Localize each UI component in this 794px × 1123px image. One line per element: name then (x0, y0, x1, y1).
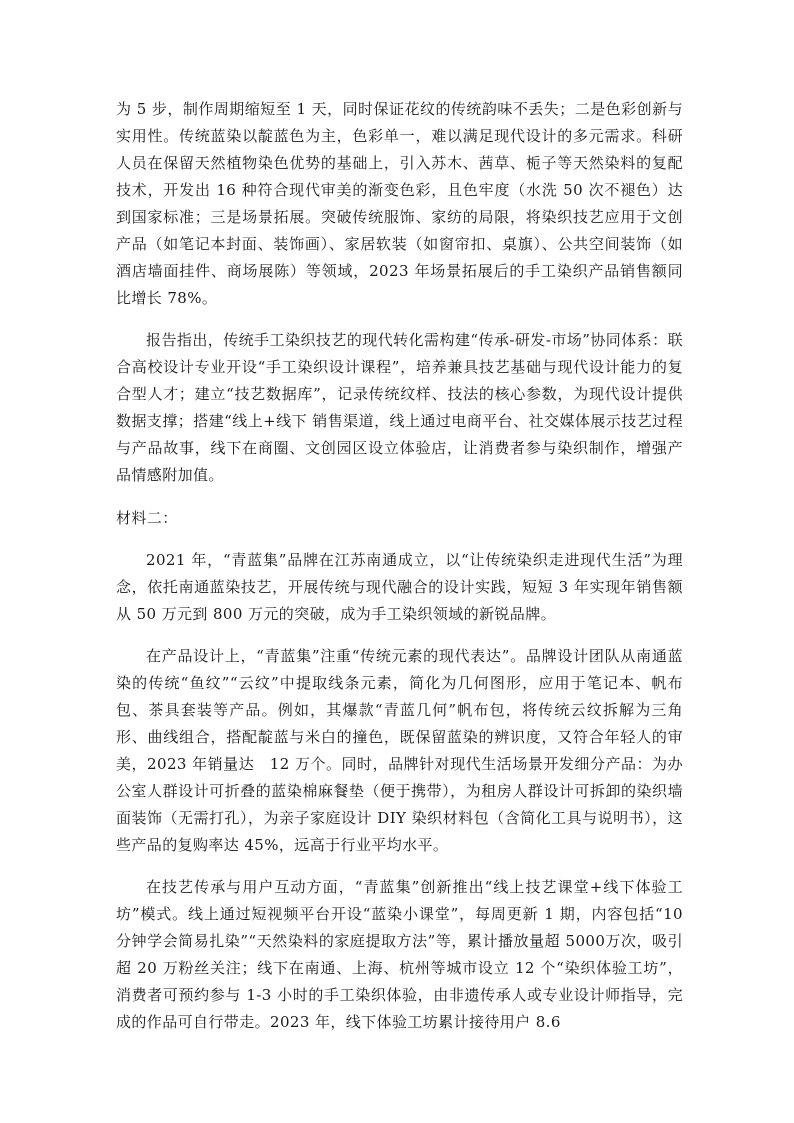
paragraph-brand-intro: 2021 年，“青蓝集”品牌在江苏南通成立，以“让传统染织走进现代生活”为理念，依托南通蓝染技艺，开展传统与现代融合的设计实践，短短 3 年实现年销售额从 50 万元到 800 万元的突破，成为手工染织领域的新锐品牌。 (116, 551, 683, 623)
paragraph-innovation: 为 5 步，制作周期缩短至 1 天，同时保证花纹的传统韵味不丢失；二是色彩创新与实用性。传统蓝染以靛蓝色为主，色彩单一，难以满足现代设计的多元需求。科研人员在保留天然植物染色优势的基础上，引入苏木、茜草、栀子等天然染料的复配技术，开发出 16 种符合现代审美的渐变色彩，且色牢度（水洗 50 次不褪色）达到国家标准；三是场景拓展。突破传统服饰、家纺的局限，将染织技艺应用于文创产品（如笔记本封面、装饰画）、家居软装（如窗帘扣、桌旗）、公共空间装饰（如酒店墙面挂件、商场展陈）等领域，2023 年场景拓展后的手工染织产品销售额同比增长 78%。 (116, 100, 683, 307)
paragraph-user-interaction: 在技艺传承与用户互动方面，“青蓝集”创新推出“线上技艺课堂+线下体验工坊”模式。线上通过短视频平台开设“蓝染小课堂”，每周更新 1 期，内容包括“10 分钟学会简易扎染”“天然染料的家庭提取方法”等，累计播放量超 5000万次，吸引超 20 万粉丝关注；线下在南通、上海、杭州等城市设立 12 个“染织体验工坊”，消费者可预约参与 1-3 小时的手工染织体验，由非遗传承人或专业设计师指导，完成的作品可自行带走。2023 年，线下体验工坊累计接待用户 8.6 (116, 878, 683, 1031)
paragraph-product-design: 在产品设计上，“青蓝集”注重“传统元素的现代表达”。品牌设计团队从南通蓝染的传统“鱼纹”“云纹”中提取线条元素，简化为几何图形，应用于笔记本、帆布包、茶具套装等产品。例如，其爆款“青蓝几何”帆布包，将传统云纹拆解为三角形、曲线组合，搭配靛蓝与米白的撞色，既保留蓝染的辨识度，又符合年轻人的审美，2023 年销量达 12 万个。同时，品牌针对现代生活场景开发细分产品：为办公室人群设计可折叠的蓝染棉麻餐垫（便于携带），为租房人群设计可拆卸的染织墙面装饰（无需打孔），为亲子家庭设计 DIY 染织材料包（含简化工具与说明书），这些产品的复购率达 45%，远高于行业平均水平。 (116, 647, 683, 854)
document-page (116, 96, 683, 1036)
paragraph-report-summary: 报告指出，传统手工染织技艺的现代转化需构建“传承-研发-市场”协同体系：联合高校设计专业开设“手工染织设计课程”，培养兼具技艺基础与现代设计能力的复合型人才；建立“技艺数据库”，记录传统纹样、技法的核心参数，为现代设计提供数据支撑；搭建“线上+线下 销售渠道，线上通过电商平台、社交媒体展示技艺过程与产品故事，线下在商圈、文创园区设立体验店，让消费者参与染织制作，增强产品情感附加值。 (116, 331, 683, 484)
section-heading-material-two: 材料二： (116, 509, 178, 527)
